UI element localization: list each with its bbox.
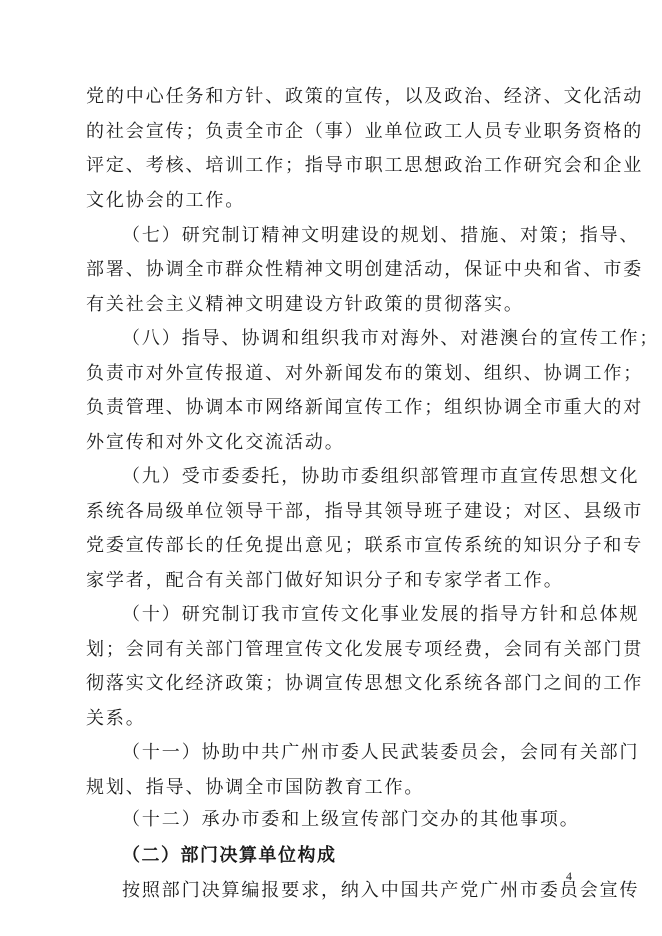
paragraph-line: 外宣传和对外文化交流活动。 [86, 432, 345, 453]
paragraph-line: 关系。 [86, 708, 146, 729]
paragraph-line: （十）研究制订我市宣传文化事业发展的指导方针和总体规 [122, 604, 640, 625]
paragraph-line: 按照部门决算编报要求，纳入中国共产党广州市委员会宣传 [122, 880, 640, 901]
paragraph-line: 党委宣传部长的任免提出意见；联系市宣传系统的知识分子和专 [86, 535, 644, 556]
paragraph-line: （十一）协助中共广州市委人民武装委员会，会同有关部门 [122, 742, 640, 763]
page-number: 4 [566, 869, 572, 883]
paragraph-line: 部署、协调全市群众性精神文明创建活动，保证中央和省、市委 [86, 259, 644, 280]
paragraph-line: 负责管理、协调本市网络新闻宣传工作；组织协调全市重大的对 [86, 397, 644, 418]
paragraph-line: 党的中心任务和方针、政策的宣传，以及政治、经济、文化活动 [86, 86, 644, 107]
paragraph-line: 规划、指导、协调全市国防教育工作。 [86, 777, 425, 798]
paragraph-line: （七）研究制订精神文明建设的规划、措施、对策；指导、 [122, 225, 640, 246]
paragraph-line: 彻落实文化经济政策；协调宣传思想文化系统各部门之间的工作 [86, 673, 644, 694]
paragraph-line: 系统各局级单位领导干部，指导其领导班子建设；对区、县级市 [86, 501, 644, 522]
paragraph-line: 文化协会的工作。 [86, 190, 246, 211]
paragraph-line: 家学者，配合有关部门做好知识分子和专家学者工作。 [86, 570, 564, 591]
paragraph-line: 的社会宣传；负责全市企（事）业单位政工人员专业职务资格的 [86, 121, 644, 142]
paragraph-line: 划；会同有关部门管理宣传文化发展专项经费，会同有关部门贯 [86, 639, 644, 660]
paragraph-line: 评定、考核、培训工作；指导市职工思想政治工作研究会和企业 [86, 155, 644, 176]
paragraph-line: 有关社会主义精神文明建设方针政策的贯彻落实。 [86, 294, 524, 315]
paragraph-line: （八）指导、协调和组织我市对海外、对港澳台的宣传工作； [122, 328, 660, 349]
paragraph-line: （九）受市委委托，协助市委组织部管理市直宣传思想文化 [122, 466, 640, 487]
section-heading: （二）部门决算单位构成 [122, 845, 337, 866]
paragraph-line: （十二）承办市委和上级宣传部门交办的其他事项。 [122, 809, 580, 830]
paragraph-line: 负责市对外宣传报道、对外新闻发布的策划、组织、协调工作； [86, 363, 644, 384]
